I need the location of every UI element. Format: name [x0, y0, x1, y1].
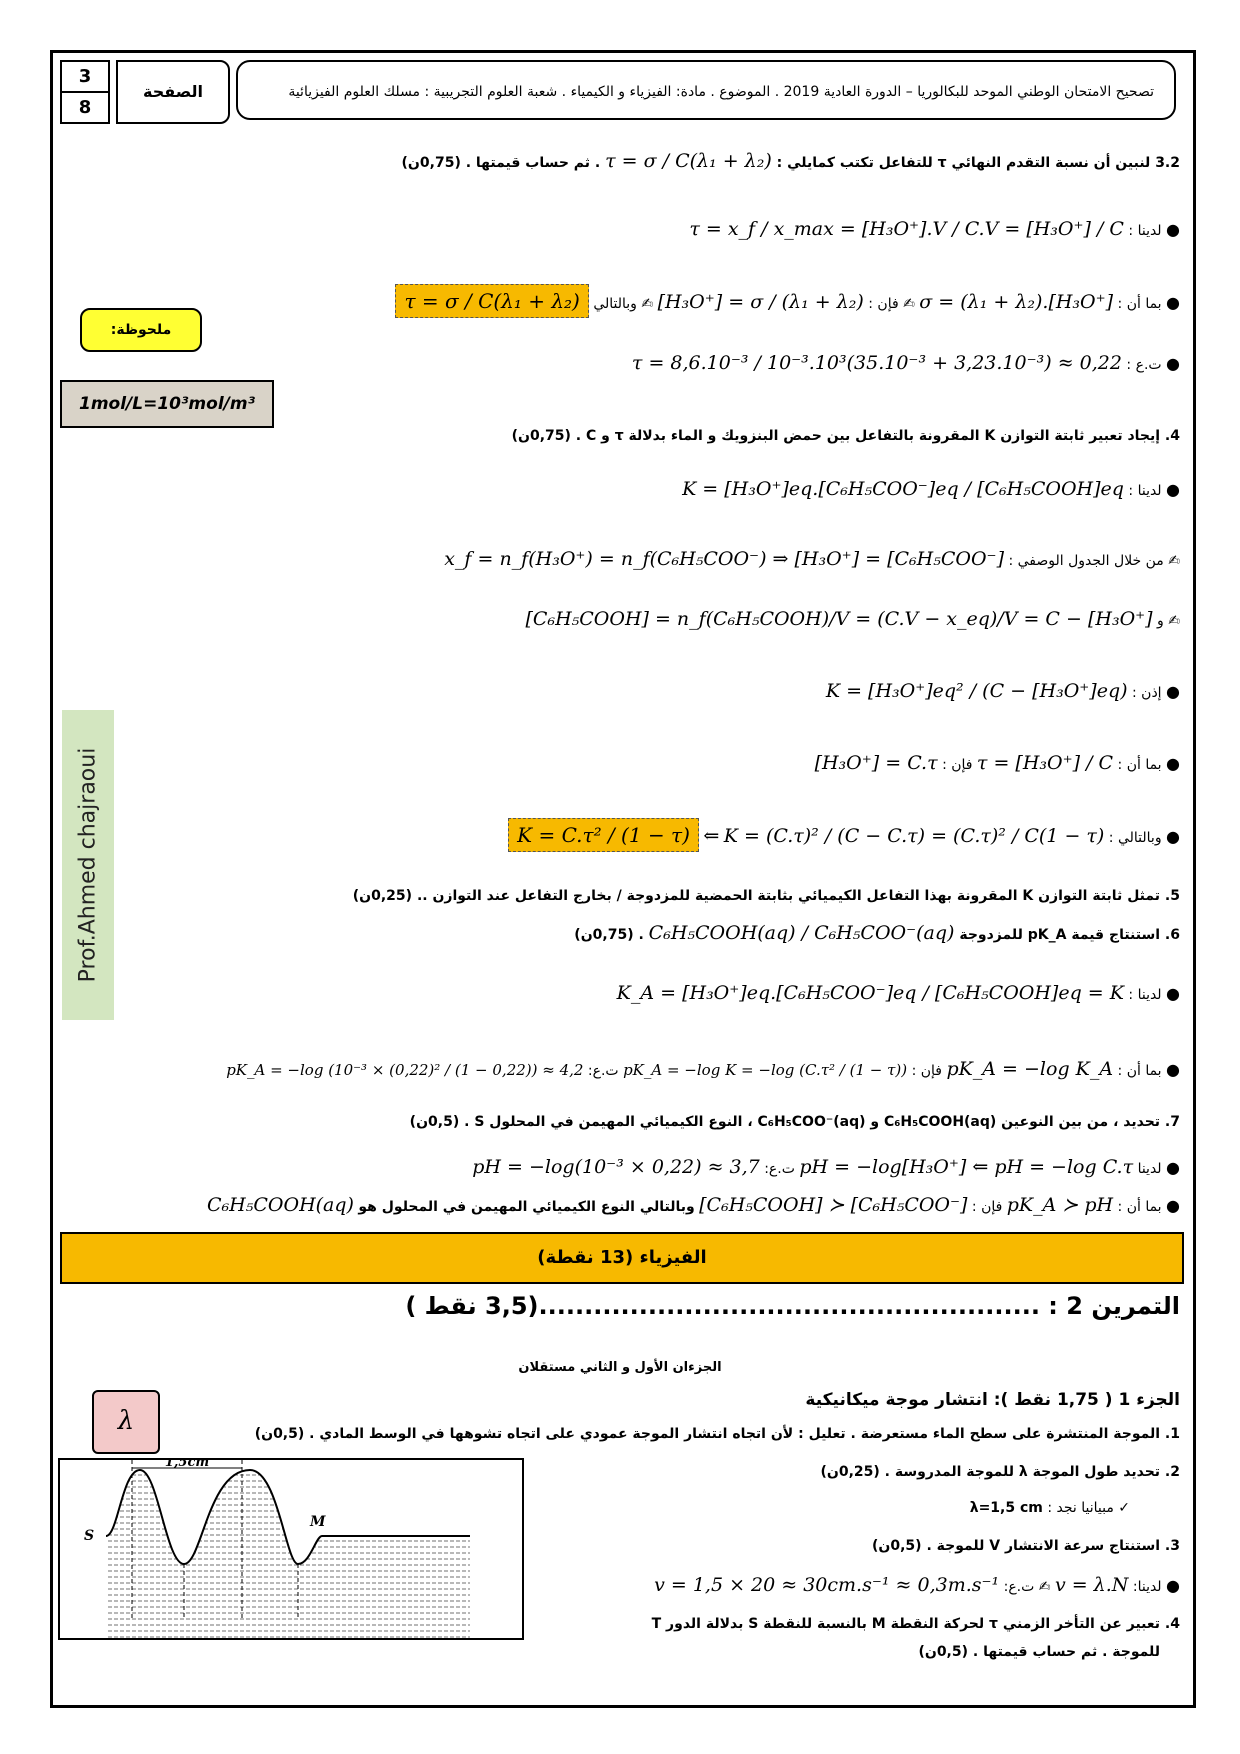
- line-ka-definition: [617, 982, 1180, 1004]
- question-number: 7.: [1164, 1114, 1180, 1130]
- lambda-callout: λ: [92, 1390, 160, 1454]
- header-title: تصحيح الامتحان الوطني الموحد للبكالوريا – الدورة العادية 2019 . الموضوع . مادة: الفيزياء و الكيمياء . شعبة العلوم التجريبية : مسلك العلوم الفيزيائية: [236, 60, 1176, 120]
- question-6: [574, 922, 1180, 944]
- equation: K = [H₃O⁺]eq² / (C − [H₃O⁺]eq): [825, 680, 1128, 702]
- question-number: 4.: [1164, 428, 1180, 444]
- boxed-result: K = C.τ² / (1 − τ): [508, 818, 699, 852]
- bullet-icon: ●: [1166, 682, 1180, 701]
- bullet-icon: ●: [1166, 1060, 1180, 1079]
- equation: τ = σ / C(λ₁ + λ₂): [605, 150, 772, 172]
- equation: K = (C.τ)² / (C − C.τ) = (C.τ)² / C(1 − τ): [723, 825, 1105, 847]
- line-k-definition: [682, 478, 1180, 500]
- line-k-result: [508, 818, 1180, 852]
- physics-question-2: [820, 1464, 1180, 1480]
- equation: K_A = [H₃O⁺]eq.[C₆H₅COO⁻]eq / [C₆H₅COOH]eq = K: [616, 982, 1124, 1004]
- physics-question-4-cont: للموجة . ثم حساب قيمتها . (0,5ن): [918, 1644, 1160, 1660]
- question-number: 6.: [1164, 927, 1180, 943]
- line-tau-numeric: [632, 352, 1180, 374]
- question-7: [410, 1114, 1180, 1130]
- line-connector: ت.ع:: [587, 1063, 619, 1079]
- bullet-icon: ●: [1166, 1158, 1180, 1177]
- line-k-expression: [826, 680, 1180, 702]
- author-signature: [62, 710, 114, 1020]
- question-number: 3.: [1164, 1538, 1180, 1554]
- parts-note: الجزءان الأول و الثاني مستقلان: [518, 1360, 722, 1375]
- line-lead: وبالتالي :: [1108, 830, 1162, 846]
- bullet-icon: ●: [1166, 1196, 1180, 1215]
- boxed-result: τ = σ / C(λ₁ + λ₂): [395, 284, 588, 318]
- line-sigma-relation: [395, 284, 1180, 318]
- part-1-title: الجزء 1 ( 1,75 نقط ): انتشار موجة ميكانيكية: [805, 1390, 1180, 1410]
- line-connector: فإن :: [971, 1199, 1003, 1215]
- equation: pK_A ≻ pH: [1006, 1194, 1114, 1216]
- equation: C₆H₅COOH(aq) / C₆H₅COO⁻(aq): [648, 922, 955, 944]
- page-number-total: 8: [78, 97, 92, 118]
- point-s-label: S: [84, 1528, 95, 1544]
- question-text: إيجاد تعبير ثابتة التوازن K المقرونة بالتفاعل بين حمض البنزويك و الماء بدلالة τ و C . (0,75ن): [511, 428, 1161, 444]
- equation: pK_A = −log (10⁻³ × (0,22)² / (1 − 0,22)) ≈ 4,2: [226, 1061, 584, 1079]
- line-lead: مبيانيا نجد :: [1047, 1500, 1114, 1516]
- line-lead: بما أن :: [1117, 1199, 1162, 1215]
- physics-question-3: [872, 1538, 1180, 1554]
- page-label: الصفحة: [116, 60, 230, 124]
- equation: σ = (λ₁ + λ₂).[H₃O⁺]: [919, 291, 1114, 313]
- pencil-icon: ✍: [1038, 1579, 1051, 1595]
- point-m-label: M: [310, 1514, 326, 1530]
- page-number-box: [60, 60, 110, 124]
- question-tail: . ثم حساب قيمتها . (0,75ن): [401, 155, 601, 171]
- line-acid-concentration: [526, 608, 1181, 630]
- equation: K = [H₃O⁺]eq.[C₆H₅COO⁻]eq / [C₆H₅COOH]eq: [682, 478, 1124, 500]
- note-callout: ملحوظة:: [80, 308, 202, 352]
- physics-answer-2: [970, 1500, 1130, 1516]
- note-box: 1mol/L=10³mol/m³: [60, 380, 274, 428]
- question-text: الموجة المنتشرة على سطح الماء مستعرضة . تعليل : لأن اتجاه انتشار الموجة عمودي على اتجاه تشوهها في الوسط المادي . (0,5ن): [254, 1426, 1161, 1442]
- bullet-icon: ●: [1166, 220, 1180, 239]
- line-lead: إذن :: [1132, 685, 1162, 701]
- question-number: 2.: [1164, 1464, 1180, 1480]
- pencil-icon: ✍: [1168, 613, 1180, 629]
- equation: pK_A = −log K = −log (C.τ² / (1 − τ)): [623, 1061, 908, 1079]
- line-lead: ت.ع :: [1126, 357, 1162, 373]
- line-lead: لدينا :: [1128, 223, 1162, 239]
- pencil-icon: ✍: [1168, 553, 1180, 569]
- question-text: استنتاج قيمة pK_A للمزدوجة: [959, 927, 1161, 943]
- physics-answer-3: [654, 1574, 1180, 1596]
- line-connector: وبالتالي النوع الكيميائي المهيمن في المحلول هو: [358, 1199, 695, 1215]
- equation: [C₆H₅COOH] = n_f(C₆H₅COOH)/V = (C.V − x_eq)/V = C − [H₃O⁺]: [525, 608, 1153, 630]
- bullet-icon: ●: [1166, 293, 1180, 312]
- equation: τ = x_f / x_max = [H₃O⁺].V / C.V = [H₃O⁺] / C: [689, 218, 1124, 240]
- equation: pH = −log[H₃O⁺] ⇐ pH = −log C.τ: [799, 1156, 1134, 1178]
- line-lead: بما أن :: [1117, 296, 1162, 312]
- question-4: [512, 428, 1180, 444]
- pencil-icon: ✍: [903, 296, 915, 312]
- bullet-icon: ●: [1166, 827, 1180, 846]
- equation: τ = [H₃O⁺] / C: [976, 752, 1114, 774]
- line-lead: لدينا: [1137, 1161, 1162, 1177]
- line-lead: و: [1157, 613, 1164, 629]
- question-text: استنتاج سرعة الانتشار V للموجة . (0,5ن): [872, 1538, 1161, 1554]
- question-text: تمثل ثابتة التوازن K المقرونة بهذا التفاعل الكيميائي بثابتة الحمضية للمزدوجة / بخارج التفاعل عند التوازن .. (0,25ن): [352, 888, 1161, 904]
- checkmark-icon: ✓: [1118, 1500, 1130, 1516]
- bullet-icon: ●: [1166, 984, 1180, 1003]
- equation: [H₃O⁺] = σ / (λ₁ + λ₂): [657, 291, 864, 313]
- page-header: [60, 60, 1180, 122]
- line-dominant-species: [207, 1194, 1180, 1216]
- line-pka-calc: [226, 1058, 1180, 1080]
- line-lead: بما أن :: [1117, 1063, 1162, 1079]
- page-number-current: 3: [62, 62, 108, 93]
- line-connector: ت.ع:: [764, 1161, 795, 1177]
- wave-figure: [58, 1458, 524, 1640]
- line-connector: فإن :: [942, 757, 973, 773]
- question-number: 1.: [1164, 1426, 1180, 1442]
- question-text: تعبير عن التأخر الزمني τ لحركة النقطة M بالنسبة للنقطة S بدلالة الدور T: [651, 1616, 1161, 1632]
- question-number: 4.: [1164, 1616, 1180, 1632]
- line-connector: ت.ع:: [1003, 1579, 1035, 1595]
- line-connector: فإن :: [911, 1063, 942, 1079]
- equation: C₆H₅COOH(aq): [207, 1194, 354, 1216]
- line-lead: لدينا :: [1128, 483, 1162, 499]
- equation: v = 1,5 × 20 ≈ 30cm.s⁻¹ ≈ 0,3m.s⁻¹: [654, 1574, 1000, 1596]
- line-tau-relation: [815, 752, 1180, 774]
- line-ph-calc: [472, 1156, 1180, 1178]
- physics-question-4: [652, 1616, 1180, 1632]
- bullet-icon: ●: [1166, 1576, 1180, 1595]
- physics-banner: الفيزياء (13 نقطة): [60, 1232, 1184, 1284]
- question-text: لنبين أن نسبة التقدم النهائي τ للتفاعل تكتب كمايلي :: [776, 155, 1151, 171]
- question-text: تحديد طول الموجة λ للموجة المدروسة . (0,25ن): [820, 1464, 1161, 1480]
- exercise-2-title: التمرين 2 : .......................................................(3,5 نقط ): [405, 1292, 1180, 1320]
- line-lead: لدينا:: [1132, 1579, 1162, 1595]
- line-connector: فإن :: [868, 296, 899, 312]
- line-lead: من خلال الجدول الوصفي :: [1008, 553, 1164, 569]
- equation: [C₆H₅COOH] ≻ [C₆H₅COO⁻]: [699, 1194, 968, 1216]
- line-lead: بما أن :: [1117, 757, 1162, 773]
- signature-text: Prof.Ahmed chajraoui: [75, 747, 101, 983]
- wave-diagram: [60, 1460, 522, 1638]
- distance-label: 1,5cm: [164, 1460, 210, 1470]
- question-number: 5.: [1164, 888, 1180, 904]
- line-lead: لدينا :: [1128, 987, 1162, 1003]
- question-text: تحديد ، من بين النوعين C₆H₅COOH(aq) و C₆H₅COO⁻(aq) ، النوع الكيميائي المهيمن في المحلول S . (0,5ن): [409, 1114, 1161, 1130]
- equation: v = λ.N: [1054, 1574, 1129, 1596]
- equation: pK_A = −log K_A: [946, 1058, 1114, 1080]
- question-tail: . (0,75ن): [574, 927, 644, 943]
- equation: τ = 8,6.10⁻³ / 10⁻³.10³(35.10⁻³ + 3,23.10⁻³) ≈ 0,22: [631, 352, 1122, 374]
- bullet-icon: ●: [1166, 754, 1180, 773]
- bullet-icon: ●: [1166, 480, 1180, 499]
- bullet-icon: ●: [1166, 354, 1180, 373]
- implies-arrow-icon: ⇐: [703, 825, 720, 847]
- line-connector: وبالتالي: [593, 296, 637, 312]
- line-table-relation: [444, 548, 1180, 570]
- question-number: 3.2: [1155, 155, 1180, 171]
- line-tau-definition: [689, 218, 1180, 240]
- equation: pH = −log(10⁻³ × 0,22) ≈ 3,7: [472, 1156, 760, 1178]
- physics-question-1: [255, 1426, 1180, 1442]
- wavelength-value: λ=1,5 cm: [969, 1500, 1043, 1516]
- pencil-icon: ✍: [641, 296, 654, 312]
- equation: [H₃O⁺] = C.τ: [814, 752, 938, 774]
- question-5: [353, 888, 1180, 904]
- question-3-2: [402, 150, 1180, 172]
- equation: x_f = n_f(H₃O⁺) = n_f(C₆H₅COO⁻) ⇒ [H₃O⁺] = [C₆H₅COO⁻]: [444, 548, 1004, 570]
